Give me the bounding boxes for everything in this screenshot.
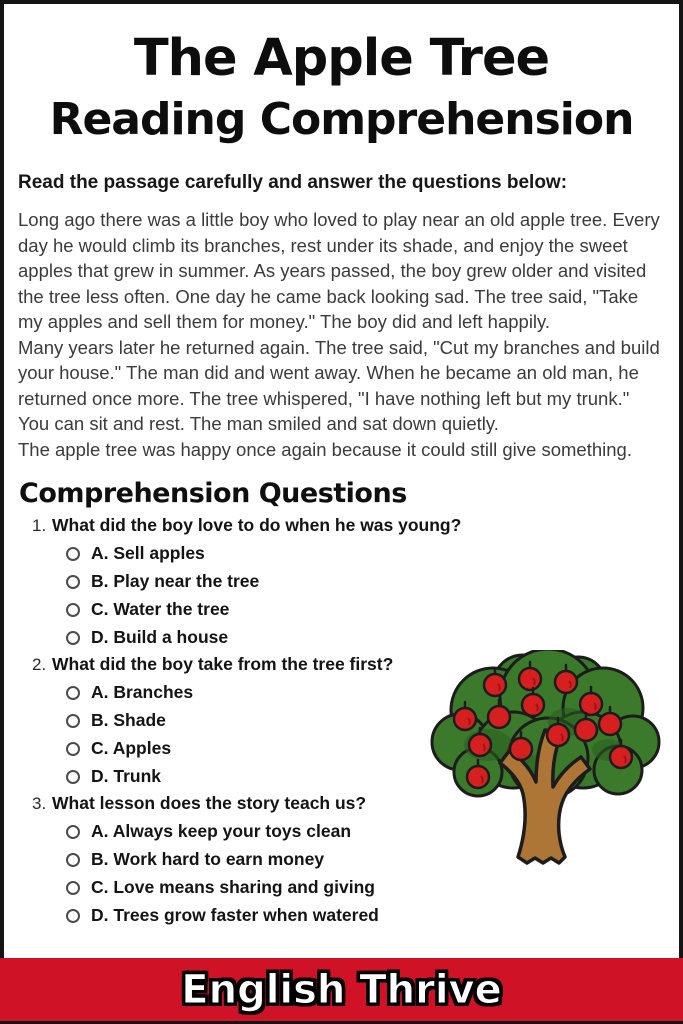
- option-1a: [66, 543, 665, 564]
- option-circle-icon: [66, 547, 80, 561]
- option-circle-icon: [66, 603, 80, 617]
- option-label: B. Play near the tree: [91, 571, 260, 591]
- question-1: [32, 515, 665, 536]
- passage-paragraph: Many years later he returned again. The tree said, "Cut my branches and build your house." The man did and went away. When he became an old man, he returned once more. The tree whispered, "I have nothing left but my trunk." You can sit and rest. The man smiled and sat down quietly.: [18, 336, 660, 434]
- option-1b: [66, 571, 665, 592]
- option-3c: [66, 877, 665, 898]
- option-3d: [66, 905, 665, 926]
- question-number: 3.: [32, 794, 47, 813]
- option-label: C. Love means sharing and giving: [91, 877, 375, 897]
- option-label: C. Apples: [91, 738, 172, 758]
- option-label: A. Always keep your toys clean: [91, 821, 352, 841]
- question-text: What did the boy love to do when he was young?: [52, 515, 462, 535]
- passage-paragraph: Long ago there was a little boy who loved to play near an old apple tree. Every day he would climb its branches, rest under its shade, and enjoy the sweet apples that grew in summer. As years passed, the boy grew older and visited the tree less often. One day he came back looking sad. The tree said, "Take my apples and sell them for money." The boy did and left happily.: [18, 209, 660, 332]
- option-label: A. Branches: [91, 682, 194, 702]
- option-circle-icon: [66, 631, 80, 645]
- instruction-line: Read the passage carefully and answer the questions below:: [18, 172, 568, 193]
- apple-tree-illustration: [428, 650, 670, 868]
- option-1d: [66, 627, 665, 648]
- passage-paragraph: The apple tree was happy once again because it could still give something.: [18, 438, 632, 460]
- option-circle-icon: [66, 686, 80, 700]
- brand-name: English Thrive: [181, 966, 502, 1013]
- option-circle-icon: [66, 853, 80, 867]
- option-circle-icon: [66, 825, 80, 839]
- option-label: C. Water the tree: [91, 599, 230, 619]
- option-circle-icon: [66, 881, 80, 895]
- option-circle-icon: [66, 714, 80, 728]
- footer-banner: [0, 958, 683, 1021]
- option-circle-icon: [66, 909, 80, 923]
- question-number: 2.: [32, 655, 47, 674]
- question-number: 1.: [32, 516, 47, 535]
- question-text: What did the boy take from the tree first?: [52, 654, 394, 674]
- option-label: D. Build a house: [91, 627, 229, 647]
- option-label: B. Shade: [91, 710, 166, 730]
- passage: [18, 207, 665, 462]
- title-block: [4, 30, 679, 146]
- question-text: What lesson does the story teach us?: [52, 793, 367, 813]
- option-label: A. Sell apples: [91, 543, 205, 563]
- worksheet-sheet: [4, 4, 679, 1021]
- option-circle-icon: [66, 742, 80, 756]
- option-circle-icon: [66, 770, 80, 784]
- option-label: B. Work hard to earn money: [91, 849, 325, 869]
- option-label: D. Trees grow faster when watered: [91, 905, 379, 925]
- page-subtitle: Reading Comprehension: [49, 94, 634, 145]
- option-1c: [66, 599, 665, 620]
- questions-heading: Comprehension Questions: [19, 478, 407, 509]
- page-title: The Apple Tree: [133, 29, 550, 88]
- option-circle-icon: [66, 575, 80, 589]
- option-label: D. Trunk: [91, 766, 162, 786]
